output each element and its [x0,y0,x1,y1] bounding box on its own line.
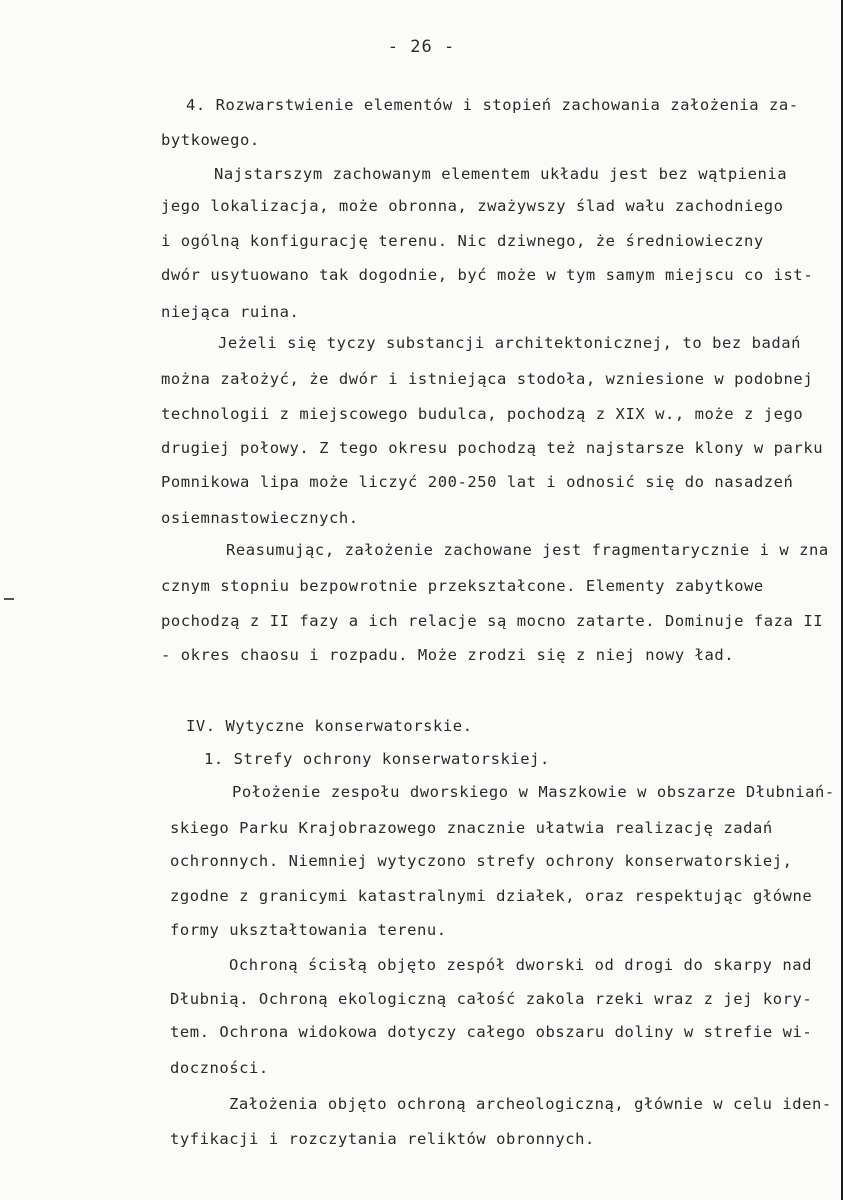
text-line: formy ukształtowania terenu. [170,921,447,939]
text-line: Pomnikowa lipa może liczyć 200-250 lat i odnosić się do nasadzeń [161,473,794,491]
text-line: dwór usytuowano tak dogodnie, być może w tym samym miejscu co ist- [161,266,814,284]
scan-mark [4,598,14,600]
text-line: i ogólną konfigurację terenu. Nic dziwnego, że średniowieczny [161,232,764,250]
text-line: 4. Rozwarstwienie elementów i stopień zachowania założenia za- [186,96,799,114]
text-line: tem. Ochrona widokowa dotyczy całego obszaru doliny w strefie wi- [170,1023,813,1041]
text-line: zgodne z granicymi katastralnymi działek, oraz respektując główne [170,887,813,905]
subsection-heading: 1. Strefy ochrony konserwatorskiej. [204,750,550,768]
text-line: Reasumując, założenie zachowane jest fragmentarycznie i w zna [226,541,829,559]
text-line: jego lokalizacja, może obronna, zważywszy ślad wału zachodniego [161,197,784,215]
text-line: pochodzą z II fazy a ich relacje są mocno zatarte. Dominuje faza II [161,612,824,630]
text-line: Najstarszym zachowanym elementem układu jest bez wątpienia [214,165,788,183]
text-line: - okres chaosu i rozpadu. Może zrodzi się z niej nowy ład. [161,646,735,664]
text-line: cznym stopniu bezpowrotnie przekształcone. Elementy zabytkowe [161,577,764,595]
text-line: drugiej połowy. Z tego okresu pochodzą też najstarsze klony w parku [161,439,824,457]
text-line: Położenie zespołu dworskiego w Maszkowie w obszarze Dłubniań- [232,783,835,801]
text-line: skiego Parku Krajobrazowego znacznie ułatwia realizację zadań [170,819,773,837]
text-line: Ochroną ścisłą objęto zespół dworski od drogi do skarpy nad [229,956,813,974]
text-line: Dłubnią. Ochroną ekologiczną całość zakola rzeki wraz z jej kory- [170,990,813,1008]
text-line: bytkowego. [161,131,260,149]
text-line: można założyć, że dwór i istniejąca stodoła, wzniesione w podobnej [161,370,814,388]
text-line: Założenia objęto ochroną archeologiczną, głównie w celu iden- [229,1095,832,1113]
text-line: Jeżeli się tyczy substancji architektonicznej, to bez badań [218,334,802,352]
page-number: - 26 - [387,37,456,57]
text-line: doczności. [170,1059,269,1077]
text-line: ochronnych. Niemniej wytyczono strefy ochrony konserwatorskiej, [170,852,793,870]
text-line: niejąca ruina. [161,303,300,321]
text-line: technologii z miejscowego budulca, pochodzą z XIX w., może z jego [161,405,804,423]
text-line: osiemnastowiecznych. [161,509,359,527]
text-line: tyfikacji i rozczytania reliktów obronnych. [170,1130,595,1148]
section-heading: IV. Wytyczne konserwatorskie. [186,717,473,735]
